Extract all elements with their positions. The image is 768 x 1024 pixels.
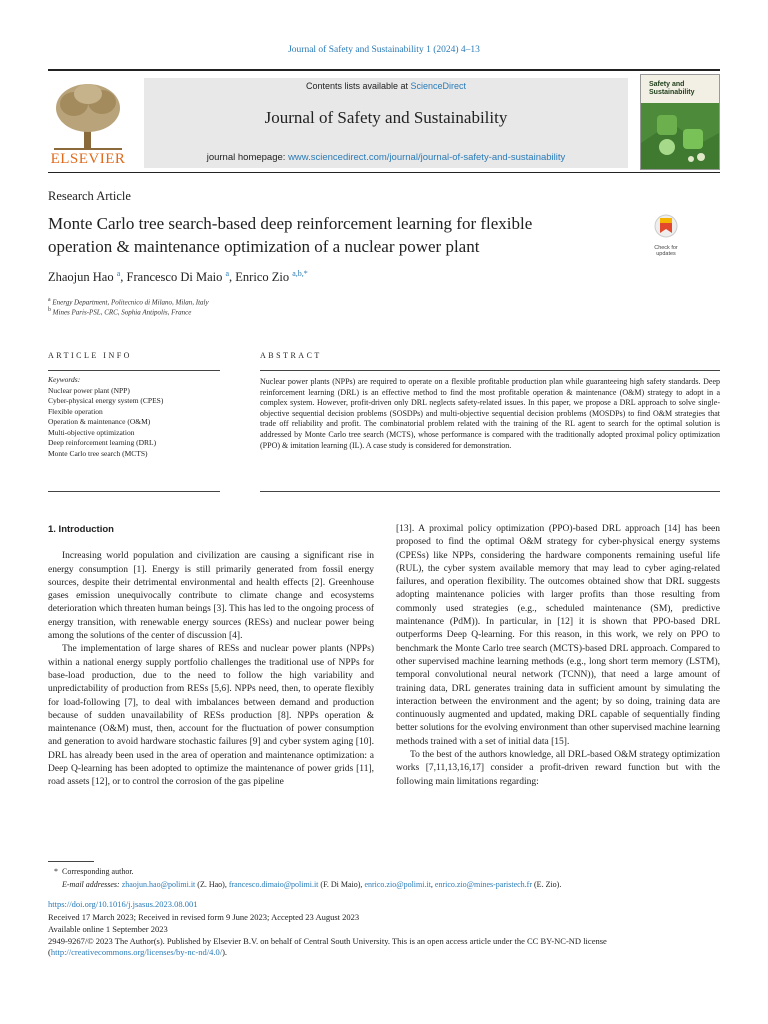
homepage-link[interactable]: www.sciencedirect.com/journal/journal-of-safety-and-sustainability xyxy=(288,152,566,163)
abstract-bottom-rule xyxy=(260,491,720,492)
body-right-column xyxy=(396,523,720,789)
affiliation-text: Mines Paris-PSL, CRC, Sophia Antipolis, France xyxy=(52,308,192,317)
cover-title-line1: Safety and xyxy=(649,81,685,88)
running-header[interactable]: Journal of Safety and Sustainability 1 (2024) 4–13 xyxy=(288,45,480,55)
email-link[interactable]: enrico.zio@polimi.it xyxy=(364,880,431,889)
affiliation-mark: b xyxy=(48,307,51,313)
author-separator: , xyxy=(120,270,127,285)
sciencedirect-link[interactable]: ScienceDirect xyxy=(410,81,467,91)
abstract-heading: ABSTRACT xyxy=(260,351,322,360)
email-owner: (Z. Hao), xyxy=(195,880,229,889)
email-link[interactable]: enrico.zio@mines-paristech.fr xyxy=(434,880,533,889)
keyword: Cyber-physical energy system (CPES) xyxy=(48,396,164,405)
article-type: Research Article xyxy=(48,189,131,203)
footnote-mark: * xyxy=(54,867,58,876)
available-online: Available online 1 September 2023 xyxy=(48,924,168,934)
keyword: Operation & maintenance (O&M) xyxy=(48,417,151,426)
title-line-1: Monte Carlo tree search-based deep reinforcement learning for flexible xyxy=(48,214,533,233)
body-left-column xyxy=(48,523,374,790)
affiliation-text: Energy Department, Politecnico di Milano, Milan, Italy xyxy=(52,298,209,307)
contents-availability xyxy=(144,81,628,91)
affiliation-mark: a xyxy=(48,297,51,303)
author-affiliation-mark[interactable]: a xyxy=(225,269,230,278)
keywords-bottom-rule xyxy=(48,491,220,492)
journal-cover[interactable] xyxy=(640,74,720,170)
bookmark-icon xyxy=(646,214,686,240)
cover-title xyxy=(649,81,695,97)
license-text: 2949-9267/© 2023 The Author(s). Published by Elsevier B.V. on behalf of Central South University. This is an open access article under the CC BY-NC-ND license xyxy=(48,936,607,946)
body-paragraph: The implementation of large shares of RESs and nuclear power plants (NPPs) within a national energy supply portfolio challenges the traditional use of NPPs for base-load production, due to the need to follow the high variability and unpredictability of production from RESs [5,6]. NPPs need, then, to operate flexibly for load-following [7], to deal with imbalances between demand and production because of sudden unavailability of RESs production [8]. NPPs operation & maintenance (O&M) must, then, account for the fluctuation of power consumption and generation to avoid hardware stochastic failures [9] and cyber system aging [10]. DRL has already been used in the area of operation and maintenance optimization: a Deep Q-learning has been adopted to optimize the maintenance of power grids [11], road assets [12], or to control the corrosion of the gas pipeline xyxy=(48,644,374,788)
author-name[interactable]: Enrico Zio xyxy=(235,270,290,285)
author-list xyxy=(48,269,308,285)
header-rule xyxy=(48,69,720,71)
article-info-rule xyxy=(48,370,220,371)
email-link[interactable]: francesco.dimaio@polimi.it xyxy=(228,880,319,889)
badge-line1: Check for xyxy=(654,245,678,251)
body-paragraph: Increasing world population and civilization are causing a significant rise in energy consumption [1]. Energy is still primarily generated from fossil energy sources, despite their detrimental environmental and health effects [2]. Greenhouse gases emission unequivocally contribute to climate change and ecosystems deterioration which threaten human beings [3]. This has led to the ongoing process of energy transition, with renewable energy sources (RESs) and nuclear power being among the solutions of the center of discussion [4]. xyxy=(48,551,374,642)
license-link[interactable]: http://creativecommons.org/licenses/by-nc-nd/4.0/ xyxy=(50,947,223,958)
affiliation xyxy=(48,297,209,306)
received-dates: Received 17 March 2023; Received in revised form 9 June 2023; Accepted 23 August 2023 xyxy=(48,912,360,922)
keyword: Flexible operation xyxy=(48,406,103,416)
email-owner: , xyxy=(430,880,435,889)
license-statement: 2949-9267/© 2023 The Author(s). Published by Elsevier B.V. on behalf of Central South University. This is an open access article under the CC BY-NC-ND license (http://creativecommons.org/licenses/by-nc-nd/4.0/). xyxy=(48,936,607,958)
cover-title-line2: Sustainability xyxy=(649,89,695,96)
keywords-block xyxy=(48,375,163,459)
keyword: Monte Carlo tree search (MCTS) xyxy=(48,448,148,458)
publisher-wordmark: ELSEVIER xyxy=(50,151,126,167)
body-paragraph: To the best of the authors knowledge, all DRL-based O&M strategy optimization works [7,11,13,16,17] consider a profit-driven reward function but with the following main limitations regarding: xyxy=(396,750,720,787)
contents-prefix: Contents lists available at xyxy=(305,81,411,91)
author-affiliation-mark[interactable]: a,b,* xyxy=(292,269,308,278)
email-owner: (F. Di Maio), xyxy=(318,880,365,889)
abstract-rule xyxy=(260,370,720,371)
doi-text[interactable]: https://doi.org/10.1016/j.jsasus.2023.08.001 xyxy=(48,899,198,909)
author-name[interactable]: Francesco Di Maio xyxy=(126,270,223,285)
author-separator: , xyxy=(229,270,236,285)
keyword: Deep reinforcement learning (DRL) xyxy=(48,438,157,447)
section-heading: 1. Introduction xyxy=(48,524,114,535)
author-name[interactable]: Zhaojun Hao xyxy=(48,270,114,285)
footnote-rule xyxy=(48,861,94,862)
keyword: Multi-objective optimization xyxy=(48,427,135,437)
affiliation xyxy=(48,307,191,316)
article-title xyxy=(48,212,638,258)
homepage-prefix: journal homepage: xyxy=(206,152,289,163)
cover-art-icon xyxy=(641,103,719,169)
masthead-rule xyxy=(48,172,720,173)
article-info-heading: ARTICLE INFO xyxy=(48,351,132,360)
email-label: E-mail addresses: xyxy=(62,880,120,889)
check-for-updates-badge[interactable] xyxy=(646,214,686,257)
author-affiliation-mark[interactable]: a xyxy=(116,269,121,278)
corresponding-footnote xyxy=(54,866,134,877)
email-link[interactable]: zhaojun.hao@polimi.it xyxy=(121,880,196,889)
elsevier-logo xyxy=(48,78,128,168)
doi-link[interactable] xyxy=(48,899,728,910)
title-line-2: operation & maintenance optimization of a nuclear power plant xyxy=(48,237,480,256)
footnote-text: Corresponding author. xyxy=(62,867,134,876)
email-footnote xyxy=(62,879,561,890)
journal-title: Journal of Safety and Sustainability xyxy=(264,108,508,127)
body-paragraph: [13]. A proximal policy optimization (PPO)-based DRL approach [14] has been proposed to find the optimal O&M strategy for cyber-physical energy systems (CPESs) like NPPs, considering the hardware components remaining useful life (RUL), the cyber system available memory that may lead to cyber aging-related failures, and operation flexibility. The outcomes obtained show that DRL suggests adopting maintenance policies with larger profits than those resulting from commonly used strategies (e.g., scheduled maintenance (SM), predictive maintenance (PdM)). In particular, in [12] it is shown that PPO-based DRL outperforms Deep Q-learning. For this reason, in this work, we rely on PPO to benchmark the Monte Carlo tree search (MCTS)-based DRL approach. Compared to other supervised machine learning methods (e.g., long short term memory (LSTM), temporal convolutional neural network (TCNN)), that need a large amount of training data, DRL generates training data in sufficient amount by simulating the interaction between the environment and the agent; by so doing, training data are continuously augmented and updated, making DRL capable of sequentially finding better solutions for the evolving environment than other supervised machine learning methods trained with a set of initial data [15]. xyxy=(396,524,720,747)
journal-homepage xyxy=(144,152,628,163)
email-owner: (E. Zio). xyxy=(532,880,562,889)
abstract-text: Nuclear power plants (NPPs) are required to operate on a flexible profitable production plan while guaranteeing high safety standards. Deep reinforcement learning (DRL) is an effective method to find the most profitable operation & maintenance (O&M) strategy to adopt in a complex system. However, profit-driven only DRL neglects safety-related issues. In this paper, we propose a DRL approach to solve single-objective sequential decision problems (SOSDPs) and multi-objective sequential decision problems (MOSDPs) to find O&M strategies that trade off reliability and profit. The combinatorial problem related with the training of the RL agent to search for the optimal solution is addressed by Monte Carlo tree search (MCTS), whose performance is compared with the traditionally adopted proximal policy optimization (PPO) & imitation learning (IL). A case study is considered for demonstration. xyxy=(260,377,720,450)
keywords-label: Keywords: xyxy=(48,375,81,384)
badge-line2: updates xyxy=(656,251,676,257)
keyword: Nuclear power plant (NPP) xyxy=(48,385,130,395)
